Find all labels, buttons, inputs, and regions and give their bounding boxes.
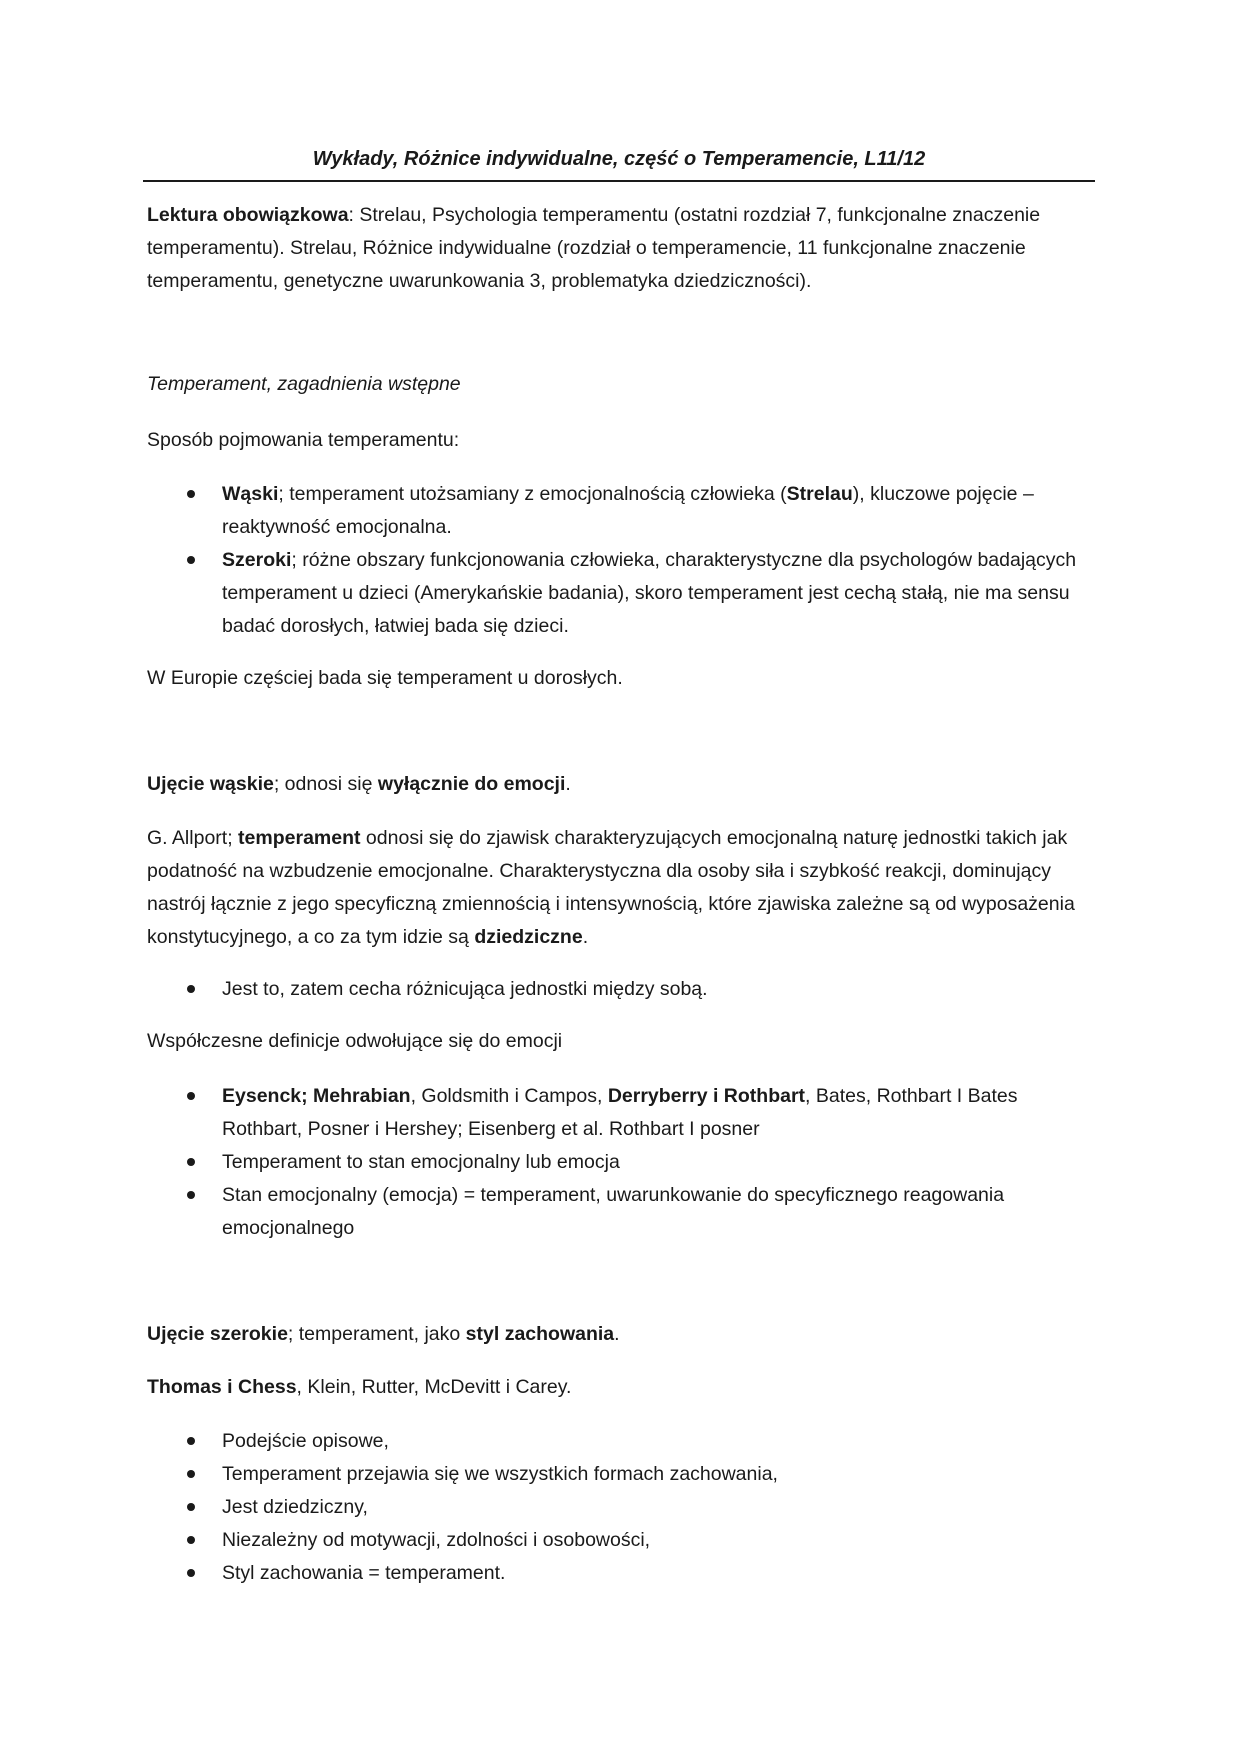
- bullet-text: Temperament to stan emocjonalny lub emocja: [222, 1151, 620, 1173]
- section2-heading: [147, 768, 1097, 801]
- heading-text: ; odnosi się: [273, 773, 378, 795]
- title-underline: [143, 180, 1095, 182]
- section3-authors: [147, 1371, 1097, 1404]
- bullet-text: Styl zachowania = temperament.: [222, 1562, 506, 1584]
- bullet-bold: Szeroki: [222, 549, 292, 571]
- list-item: [147, 973, 1097, 1006]
- bullet-text: Temperament przejawia się we wszystkich formach zachowania,: [222, 1463, 778, 1485]
- list-item: [147, 1080, 1097, 1146]
- heading-text: .: [614, 1323, 620, 1345]
- list-item: [147, 1458, 1097, 1491]
- bullet-bold: Derryberry i Rothbart: [607, 1085, 806, 1107]
- bullet-bold: Eysenck; Mehrabian: [222, 1085, 411, 1107]
- heading-bold: styl zachowania: [465, 1323, 615, 1345]
- section1-intro-text: Sposób pojmowania temperamentu:: [147, 429, 460, 451]
- bullet-text: Jest to, zatem cecha różnicująca jednostki między sobą.: [222, 978, 708, 1000]
- authors-bold: Thomas i Chess: [147, 1376, 297, 1398]
- bullet-text: ; różne obszary funkcjonowania człowieka, charakterystyczne dla psychologów badających temperament u dzieci (Amerykańskie badania), skoro temperament jest cechą stałą, nie ma sensu badać dorosłych, łatwiej bada się dzieci.: [222, 549, 1077, 637]
- bullet-text: ; temperament utożsamiany z emocjonalnością człowieka (: [278, 483, 787, 505]
- heading-bold: Ujęcie szerokie: [147, 1323, 288, 1345]
- heading-text: .: [565, 773, 571, 795]
- bullet-dot: [187, 1191, 195, 1199]
- heading-text: ; temperament, jako: [287, 1323, 466, 1345]
- heading-bold: wyłącznie do emocji: [377, 773, 566, 795]
- lektura-paragraph: [147, 199, 1097, 298]
- lektura-text: : Strelau, Psychologia temperamentu (ostatni rozdział 7, funkcjonalne znaczenie temperamentu). Strelau, Różnice indywidualne (rozdział o temperamencie, 11 funkcjonalne znaczenie temperamentu, genetyczne uwarunkowania 3, problematyka dziedziczności).: [147, 204, 1041, 292]
- lektura-label: Lektura obowiązkowa: [147, 204, 349, 226]
- section3-heading: [147, 1318, 1097, 1351]
- bullet-text: Stan emocjonalny (emocja) = temperament, uwarunkowanie do specyficznego reagowania emocjonalnego: [222, 1184, 1005, 1239]
- modern-list: [147, 1080, 1097, 1245]
- list-item: [147, 1557, 1097, 1590]
- bullet-dot: [187, 1158, 195, 1166]
- list-item: [147, 1146, 1097, 1179]
- bullet-dot: [187, 1503, 195, 1511]
- section1-heading-text: Temperament, zagadnienia wstępne: [147, 373, 461, 395]
- document-title: Wykłady, Różnice indywidualne, część o Temperamencie, L11/12: [312, 148, 926, 170]
- allport-bold: dziedziczne: [474, 926, 583, 948]
- bullet-dot: [187, 1536, 195, 1544]
- list-item: [147, 544, 1097, 643]
- section3-list: [147, 1425, 1097, 1590]
- bullet-text: Podejście opisowe,: [222, 1430, 389, 1452]
- bullet-text: , Bates, Rothbart I Bates Rothbart, Posner i Hershey; Eisenberg et al. Rothbart I posner: [222, 1085, 1018, 1140]
- bullet-dot: [187, 1437, 195, 1445]
- list-item: [147, 1425, 1097, 1458]
- bullet-text: , Goldsmith i Campos,: [410, 1085, 608, 1107]
- bullet-dot: [187, 556, 195, 564]
- bullet-bold: Strelau: [786, 483, 853, 505]
- list-item: [147, 478, 1097, 544]
- europe-text: W Europie częściej bada się temperament u dorosłych.: [147, 667, 623, 689]
- allport-text: G. Allport;: [147, 827, 239, 849]
- list-item: [147, 1524, 1097, 1557]
- allport-bold: temperament: [238, 827, 361, 849]
- section1-intro: [147, 424, 1097, 457]
- bullet-dot: [187, 490, 195, 498]
- bullet-text: Jest dziedziczny,: [222, 1496, 368, 1518]
- bullet-dot: [187, 1569, 195, 1577]
- section1-list: [147, 478, 1097, 643]
- allport-text: .: [582, 926, 589, 948]
- europe-paragraph: [147, 662, 1097, 695]
- modern-intro-text: Współczesne definicje odwołujące się do emocji: [147, 1030, 563, 1052]
- bullet-bold: Wąski: [222, 483, 279, 505]
- allport-paragraph: [147, 822, 1097, 954]
- bullet-dot: [187, 985, 195, 993]
- list-item: [147, 1179, 1097, 1245]
- bullet-dot: [187, 1470, 195, 1478]
- section1-heading: [147, 368, 1097, 401]
- heading-bold: Ujęcie wąskie: [147, 773, 274, 795]
- bullet-text: Niezależny od motywacji, zdolności i osobowości,: [222, 1529, 651, 1551]
- bullet-text: ), kluczowe pojęcie – reaktywność emocjonalna.: [222, 483, 1034, 538]
- bullet-dot: [187, 1092, 195, 1100]
- list-item: [147, 1491, 1097, 1524]
- allport-text: odnosi się do zjawisk charakteryzujących emocjonalną naturę jednostki takich jak podatność na wzbudzenie emocjonalne. Charakterystyczna dla osoby siła i szybkość reakcji, dominujący nastrój łącznie z jego specyficzną zmiennością i intensywnością, które zjawiska zależne są od wyposażenia konstytucyjnego, a co za tym idzie są: [147, 827, 1075, 948]
- modern-intro: [147, 1025, 1097, 1058]
- authors-text: , Klein, Rutter, McDevitt i Carey.: [296, 1376, 572, 1398]
- allport-list: [147, 973, 1097, 1006]
